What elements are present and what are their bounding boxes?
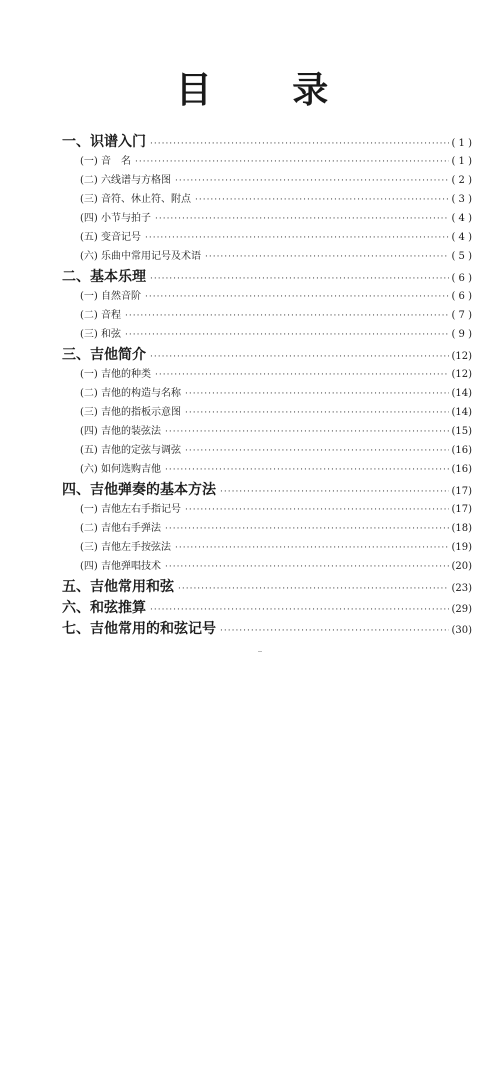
toc-chapter	[62, 266, 472, 287]
dot-leader	[165, 524, 449, 534]
toc-section	[62, 325, 472, 344]
toc-entry-label: (五) 吉他的定弦与调弦	[80, 445, 181, 456]
dot-leader	[145, 292, 449, 302]
toc-section	[62, 287, 472, 306]
dot-leader	[155, 214, 449, 224]
dot-leader	[125, 311, 449, 321]
toc-page-number: ( 2 )	[451, 175, 472, 186]
toc-section	[62, 247, 472, 266]
toc-entry-label: (一) 吉他左右手指记号	[80, 504, 181, 515]
toc-page-number: (20)	[451, 561, 472, 572]
toc-section	[62, 538, 472, 557]
toc-page-number: (15)	[451, 426, 472, 437]
toc-page-number: (14)	[451, 388, 472, 399]
toc-entry-label: 五、吉他常用和弦	[62, 579, 174, 595]
toc-section	[62, 441, 472, 460]
toc-section	[62, 152, 472, 171]
toc-page-number: (19)	[451, 542, 472, 553]
toc-page-number: (16)	[451, 445, 472, 456]
dot-leader	[195, 195, 449, 205]
toc-entry-label: 三、吉他简介	[62, 347, 146, 363]
toc-page-number: (18)	[451, 523, 472, 534]
dot-leader	[150, 274, 449, 284]
dot-leader	[145, 233, 449, 243]
toc-entry-label: (二) 音程	[80, 310, 121, 321]
toc-entry-label: 七、吉他常用的和弦记号	[62, 621, 216, 637]
dot-leader	[185, 408, 449, 418]
dot-leader	[155, 370, 449, 380]
toc-entry-label: (二) 吉他右手弹法	[80, 523, 161, 534]
toc-chapter	[62, 479, 472, 500]
toc-entry-label: (四) 吉他的装弦法	[80, 426, 161, 437]
toc-entry-label: (一) 自然音阶	[80, 291, 141, 302]
dot-leader	[178, 584, 449, 594]
toc-section	[62, 209, 472, 228]
toc-entry-label: (四) 吉他弹唱技术	[80, 561, 161, 572]
toc-entry-label: (六) 乐曲中常用记号及术语	[80, 251, 201, 262]
toc-section	[62, 171, 472, 190]
page-title: 目 录	[175, 70, 363, 111]
toc-page-number: ( 1 )	[451, 156, 472, 167]
table-of-contents	[62, 131, 472, 639]
toc-entry-label: (三) 和弦	[80, 329, 121, 340]
toc-section	[62, 557, 472, 576]
toc-section	[62, 306, 472, 325]
dot-leader	[165, 465, 449, 475]
toc-page-number: (17)	[451, 504, 472, 515]
toc-page-number: (14)	[451, 407, 472, 418]
toc-section	[62, 384, 472, 403]
dot-leader	[125, 330, 449, 340]
toc-entry-label: (三) 音符、休止符、附点	[80, 194, 191, 205]
dot-leader	[165, 427, 449, 437]
toc-entry-label: (五) 变音记号	[80, 232, 141, 243]
dot-leader	[135, 157, 449, 167]
toc-entry-label: 二、基本乐理	[62, 269, 146, 285]
dot-leader	[185, 446, 449, 456]
toc-page-number: ( 5 )	[451, 251, 472, 262]
dot-leader	[185, 505, 449, 515]
toc-chapter	[62, 597, 472, 618]
toc-page-number: (17)	[451, 486, 472, 497]
dot-leader	[150, 605, 449, 615]
toc-entry-label: (一) 音 名	[80, 156, 131, 167]
toc-page-number: ( 4 )	[451, 232, 472, 243]
toc-page-number: (29)	[451, 604, 472, 615]
dot-leader	[205, 252, 449, 262]
toc-chapter	[62, 576, 472, 597]
toc-page-number: ( 9 )	[451, 329, 472, 340]
toc-page-number: (30)	[451, 625, 472, 636]
toc-chapter	[62, 344, 472, 365]
toc-section	[62, 365, 472, 384]
dot-leader	[220, 626, 449, 636]
toc-page-number: (23)	[451, 583, 472, 594]
toc-page-number: (16)	[451, 464, 472, 475]
toc-entry-label: 四、吉他弹奏的基本方法	[62, 482, 216, 498]
toc-chapter	[62, 131, 472, 152]
toc-page-number: ( 6 )	[451, 273, 472, 284]
toc-section	[62, 519, 472, 538]
toc-page-number: ( 1 )	[451, 138, 472, 149]
toc-page-number: ( 7 )	[451, 310, 472, 321]
toc-entry-label: (四) 小节与拍子	[80, 213, 151, 224]
dot-leader	[165, 562, 449, 572]
toc-entry-label: (二) 吉他的构造与名称	[80, 388, 181, 399]
dot-leader	[150, 139, 449, 149]
toc-entry-label: 六、和弦推算	[62, 600, 146, 616]
toc-section	[62, 403, 472, 422]
dot-leader	[220, 487, 449, 497]
dot-leader	[150, 352, 449, 362]
toc-entry-label: (六) 如何选购吉他	[80, 464, 161, 475]
toc-page-number: ( 6 )	[451, 291, 472, 302]
scan-speck	[258, 651, 262, 652]
toc-page-number: (12)	[451, 369, 472, 380]
toc-chapter	[62, 618, 472, 639]
toc-section	[62, 500, 472, 519]
dot-leader	[185, 389, 449, 399]
toc-page-number: (12)	[451, 351, 472, 362]
toc-entry-label: (二) 六线谱与方格图	[80, 175, 171, 186]
toc-entry-label: (三) 吉他的指板示意图	[80, 407, 181, 418]
toc-entry-label: (一) 吉他的种类	[80, 369, 151, 380]
toc-page-number: ( 3 )	[451, 194, 472, 205]
toc-entry-label: (三) 吉他左手按弦法	[80, 542, 171, 553]
toc-section	[62, 190, 472, 209]
toc-entry-label: 一、识谱入门	[62, 134, 146, 150]
toc-page-number: ( 4 )	[451, 213, 472, 224]
toc-section	[62, 422, 472, 441]
toc-section	[62, 228, 472, 247]
dot-leader	[175, 543, 449, 553]
dot-leader	[175, 176, 449, 186]
toc-section	[62, 460, 472, 479]
